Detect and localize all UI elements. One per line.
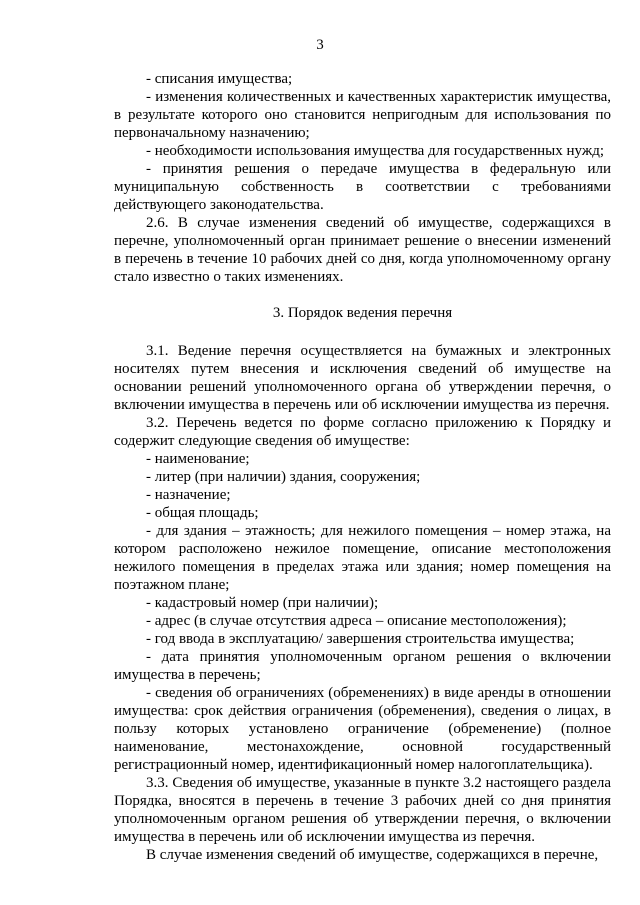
list-item: - сведения об ограничениях (обременениях) в виде аренды в отношении имущества: срок действия ограничения (обременения), сведения о лицах, в пользу которых установлено ограничение (обременение) (полное наименование, местонахождение, основной государственный регистрационный номер, идентификационный номер налогоплательщика). bbox=[114, 685, 611, 773]
paragraph-3-3: 3.3. Сведения об имуществе, указанные в пункте 3.2 настоящего раздела Порядка, вносятся в перечень в течение 3 рабочих дней со дня принятия уполномоченным органом решения об утверждении перечня, о включении имущества в перечень или об исключении имущества из перечня. bbox=[114, 775, 611, 845]
section-3-heading: 3. Порядок ведения перечня bbox=[272, 305, 453, 321]
paragraph-3-2: 3.2. Перечень ведется по форме согласно приложению к Порядку и содержит следующие сведения об имуществе: bbox=[114, 415, 611, 449]
list-item: - кадастровый номер (при наличии); bbox=[146, 595, 379, 611]
list-item: - литер (при наличии) здания, сооружения; bbox=[146, 469, 421, 485]
list-item: - год ввода в эксплуатацию/ завершения строительства имущества; bbox=[146, 631, 575, 647]
list-item: - принятия решения о передаче имущества в федеральную или муниципальную собственность в соответствии с требованиями действующего законодательства. bbox=[114, 161, 611, 213]
list-item: - адрес (в случае отсутствия адреса – описание местоположения); bbox=[146, 613, 567, 629]
paragraph-3-1: 3.1. Ведение перечня осуществляется на бумажных и электронных носителях путем внесения и исключения сведений об имуществе на основании решений уполномоченного органа об утверждении перечня, о включении имущества в перечень или об исключении имущества из перечня. bbox=[114, 343, 611, 413]
list-item: - наименование; bbox=[146, 451, 250, 467]
list-item: - изменения количественных и качественных характеристик имущества, в результате которого оно становится непригодным для использования по первоначальному назначению; bbox=[114, 89, 611, 141]
list-item: - назначение; bbox=[146, 487, 231, 503]
paragraph-2-6: 2.6. В случае изменения сведений об имуществе, содержащихся в перечне, уполномоченный орган принимает решение о внесении изменений в перечень в течение 10 рабочих дней со дня, когда уполномоченному органу стало известно о таких изменениях. bbox=[114, 215, 611, 285]
page-number: 3 bbox=[316, 37, 324, 53]
paragraph-last: В случае изменения сведений об имуществе, содержащихся в перечне, bbox=[146, 847, 599, 863]
list-item: - необходимости использования имущества для государственных нужд; bbox=[146, 143, 604, 159]
list-item: - списания имущества; bbox=[146, 71, 293, 87]
document-body bbox=[114, 70, 611, 864]
list-item: - дата принятия уполномоченным органом решения о включении имущества в перечень; bbox=[114, 649, 611, 683]
list-item: - общая площадь; bbox=[146, 505, 259, 521]
list-item: - для здания – этажность; для нежилого помещения – номер этажа, на котором расположено нежилое помещение, описание местоположения нежилого помещения в пределах этажа или здания; номер помещения на поэтажном плане; bbox=[114, 523, 611, 593]
